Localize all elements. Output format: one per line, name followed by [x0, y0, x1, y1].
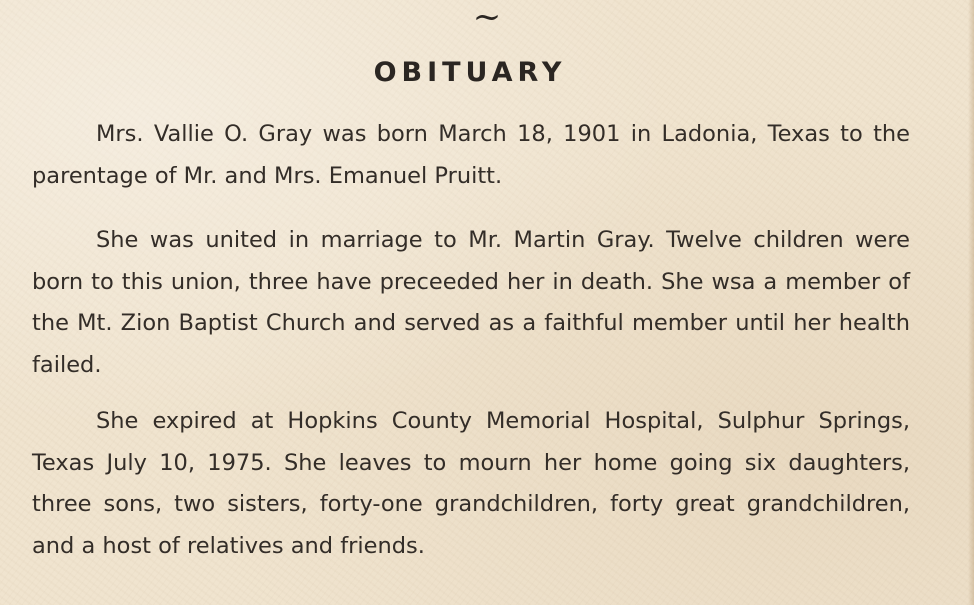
- paragraph-marriage: She was united in marriage to Mr. Martin Gray. Twelve children were born to this union, three have preceeded her in death. She wsa a member of the Mt. Zion Baptist Church and served as a faithful member until her health failed.: [32, 227, 910, 378]
- paper-edge: [968, 0, 974, 605]
- tilde-ornament: ~: [472, 0, 502, 37]
- paragraph-death: She expired at Hopkins County Memorial Hospital, Sulphur Springs, Texas July 10, 1975. She leaves to mourn her home going six daughters, three sons, two sisters, forty-one grandchildren, forty great grandchildren, and a host of relatives and friends.: [32, 408, 910, 559]
- paragraph-birth: Mrs. Vallie O. Gray was born March 18, 1901 in Ladonia, Texas to the parentage of Mr. and Mrs. Emanuel Pruitt.: [32, 121, 910, 189]
- page-title: OBITUARY: [373, 57, 567, 88]
